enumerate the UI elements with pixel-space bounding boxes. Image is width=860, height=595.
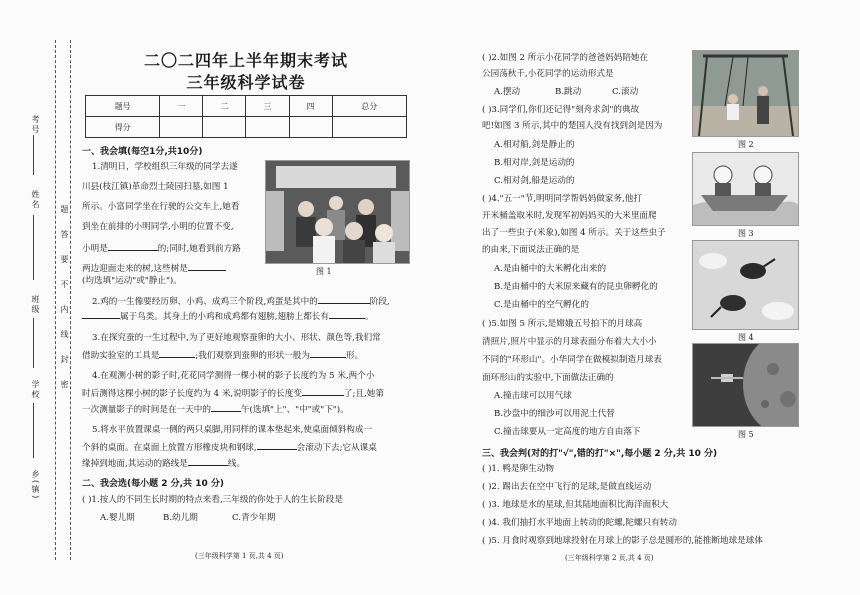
weevil-photo bbox=[692, 240, 799, 330]
swing-photo bbox=[692, 50, 799, 137]
bus-photo bbox=[265, 160, 410, 264]
seal-mark: 封 bbox=[60, 355, 69, 365]
q1-text: 两边迎面走来的树,这些树是 bbox=[82, 264, 188, 274]
choice-option[interactable]: A.撞击球可以用气球 bbox=[494, 391, 572, 401]
answer-blank[interactable] bbox=[211, 402, 241, 412]
q1-line bbox=[82, 241, 241, 256]
q4-line bbox=[82, 402, 349, 417]
field-line bbox=[33, 403, 34, 458]
answer-blank[interactable] bbox=[188, 456, 228, 466]
answer-blank[interactable] bbox=[82, 309, 120, 319]
seal-mark: 密 bbox=[60, 380, 69, 390]
choice-question: ( )5.如图 5 所示,是嫦娥五号拍下的月球高 bbox=[482, 319, 643, 329]
score-header-cell: 总分 bbox=[332, 96, 406, 117]
field-exam-number: 考号 bbox=[31, 115, 40, 135]
q4-line bbox=[82, 386, 384, 401]
q1-text: 小明是 bbox=[82, 244, 108, 254]
score-cell[interactable] bbox=[160, 117, 203, 138]
q1-line: (均选填"运动"或"静止")。 bbox=[82, 276, 182, 286]
field-class: 班级 bbox=[31, 295, 40, 315]
choice-question: 的由来,下面说法正确的是 bbox=[482, 245, 580, 255]
page-footer: (三年级科学第 2 页,共 4 页) bbox=[565, 554, 654, 562]
q1-line: 所示。小富同学坐在行驶的公交车上,她看 bbox=[82, 202, 240, 212]
q5-text: 个斜的桌面。在桌面上放置方形橡皮块和钢球, bbox=[82, 443, 257, 453]
section2-heading: 二、我会选(每小题 2 分,共 10 分) bbox=[82, 479, 224, 489]
seal-mark: 不 bbox=[60, 280, 69, 290]
choice-question: 面环形山的实验中,下面做法正确的 bbox=[482, 373, 614, 383]
choice-question: ( )2.如图 2 所示小花同学的爸爸妈妈陪她在 bbox=[482, 53, 649, 63]
moon-photo bbox=[692, 343, 799, 427]
choice-option[interactable]: B.跳动 bbox=[555, 87, 582, 97]
q3-line: 3.在探究蚕的一生过程中,为了更好地观察蚕卵的大小、形状、颜色等,我们常 bbox=[92, 333, 381, 343]
choice-question: 开米桶盖取米时,发现军初妈妈买的大米里面爬 bbox=[482, 211, 657, 221]
q4-text: 时后测得这棵小树的影子长度约为 4 米,说明影子的长度变 bbox=[82, 389, 302, 399]
figure-caption: 图 5 bbox=[738, 430, 754, 439]
choice-question: 不同的"环形山"。小华同学在做模拟制造月球表 bbox=[482, 355, 662, 365]
seal-mark: 内 bbox=[60, 305, 69, 315]
choice-question: 出了一些虫子(米象),如图 4 所示。关于这些虫子 bbox=[482, 228, 666, 238]
q5-text: 缘掉到地面,其运动的路线是 bbox=[82, 459, 188, 469]
q2-text: 2.鸡的一生像要经历卵、小鸡、成鸡三个阶段,鸡蛋是其中的 bbox=[92, 297, 318, 307]
q5-line bbox=[82, 456, 245, 471]
choice-option[interactable]: B.是由桶中的大米原来藏有的昆虫卵孵化的 bbox=[494, 282, 658, 292]
score-cell[interactable] bbox=[246, 117, 289, 138]
q4-text: 了;且,她第 bbox=[343, 389, 384, 399]
score-label-cell: 得分 bbox=[86, 117, 160, 138]
q2-line bbox=[92, 294, 390, 309]
answer-blank[interactable] bbox=[302, 386, 344, 396]
answer-blank[interactable] bbox=[257, 440, 297, 450]
figure-caption: 图 3 bbox=[738, 229, 754, 238]
answer-blank[interactable] bbox=[108, 241, 158, 251]
q3-text: 形。 bbox=[345, 351, 364, 361]
field-line bbox=[33, 135, 34, 175]
choice-question: ( )4."五一"节,明明同学帮妈妈做家务,他打 bbox=[482, 194, 642, 204]
q1-line: 川县(枝江镇)革命烈士陵园扫墓,如图 1 bbox=[82, 182, 229, 192]
score-header-cell: 题号 bbox=[86, 96, 160, 117]
answer-blank[interactable] bbox=[310, 348, 346, 358]
q5-line: 5.将水平放置课桌一侧的两只桌脚,用同样的课本垫起来,使桌面倾斜构成一 bbox=[92, 425, 373, 435]
score-header-cell: 三 bbox=[246, 96, 289, 117]
score-header-cell: 一 bbox=[160, 96, 203, 117]
answer-blank[interactable] bbox=[188, 261, 226, 271]
score-header-cell: 四 bbox=[289, 96, 332, 117]
q4-text: 午(选填"上"、"中"或"下")。 bbox=[240, 405, 349, 415]
choice-question: ( )3.同学们,你们还记得"刻舟求剑"的典故 bbox=[482, 105, 640, 115]
q3-text: 借助实验室的工具是 bbox=[82, 351, 160, 361]
judge-item: ( )1. 鸭是卵生动物 bbox=[482, 464, 554, 474]
field-line bbox=[33, 215, 34, 280]
q4-text: 一次测量影子的时间是在一天中的 bbox=[82, 405, 211, 415]
section3-heading: 三、我会判(对的打"√",错的打"×",每小题 2 分,共 10 分) bbox=[482, 449, 718, 459]
score-cell[interactable] bbox=[203, 117, 246, 138]
judge-item: ( )5. 月食时观察到地球投射在月球上的影子总是圆形的,能推断地球是球体 bbox=[482, 536, 763, 546]
figure-caption: 图 1 bbox=[316, 267, 332, 276]
choice-option[interactable]: C.相对剑,船是运动的 bbox=[494, 176, 575, 186]
field-school: 学校 bbox=[31, 380, 40, 400]
choice-option[interactable]: A.婴儿期 bbox=[100, 513, 135, 523]
seal-mark: 题 bbox=[60, 205, 69, 215]
seal-mark: 要 bbox=[60, 255, 69, 265]
q5-text: 会滚动下去;它从课桌 bbox=[296, 443, 377, 453]
field-line bbox=[33, 318, 34, 368]
judge-item: ( )4. 我们抽打水平地面上转动的陀螺,陀螺只有转动 bbox=[482, 518, 677, 528]
q1-text: 的;同时,她看到前方路 bbox=[157, 244, 241, 254]
answer-blank[interactable] bbox=[318, 294, 370, 304]
exam-title: 二〇二四年上半年期末考试 bbox=[143, 51, 348, 70]
q1-line bbox=[82, 261, 226, 276]
q3-line bbox=[82, 348, 363, 363]
binding-line bbox=[55, 40, 56, 560]
judge-item: ( )3. 地球是水的星球,但其陆地面积比海洋面积大 bbox=[482, 500, 669, 510]
choice-option[interactable]: B.幼儿期 bbox=[163, 513, 198, 523]
page-footer: (三年级科学第 1 页,共 4 页) bbox=[195, 552, 284, 560]
choice-option[interactable]: B.沙盘中的细沙可以用泥土代替 bbox=[494, 409, 615, 419]
choice-option[interactable]: A.是由桶中的大米孵化出来的 bbox=[494, 264, 607, 274]
answer-blank[interactable] bbox=[329, 309, 365, 319]
choice-question: 吧!如图 3 所示,其中的楚国人没有找到剑是因为 bbox=[482, 121, 663, 131]
choice-option[interactable]: A.相对船,剑是静止的 bbox=[494, 140, 575, 150]
q2-line bbox=[82, 309, 374, 324]
score-cell[interactable] bbox=[289, 117, 332, 138]
score-table bbox=[85, 95, 407, 138]
q5-text: 线。 bbox=[227, 459, 246, 469]
seal-mark: 线 bbox=[60, 330, 69, 340]
choice-question: 清照片,照片中显示的月球表面分布着大大小小 bbox=[482, 337, 657, 347]
judge-item: ( )2. 踢出去在空中飞行的足球,是做直线运动 bbox=[482, 482, 652, 492]
choice-option[interactable]: C.滚动 bbox=[612, 87, 639, 97]
choice-question: 公园荡秋千,小花同学的运动形式是 bbox=[482, 69, 614, 79]
field-town: 乡(镇) bbox=[31, 470, 40, 501]
q2-text: 属于鸟类。其身上的小鸡和成鸡都有翅膀,翅膀上都长有 bbox=[120, 312, 329, 322]
choice-option[interactable]: C.是由桶中的空气孵化的 bbox=[494, 300, 589, 310]
score-header-cell: 二 bbox=[203, 96, 246, 117]
q1-line: 1.清明日，学校组织三年级的同学去遂 bbox=[92, 162, 238, 172]
choice-option[interactable]: C.青少年期 bbox=[232, 513, 276, 523]
score-cell[interactable] bbox=[332, 117, 406, 138]
choice-question: ( )1.按人的不同生长时期的特点来看,三年级的你处于人的生长阶段是 bbox=[82, 495, 343, 505]
section1-heading: 一、我会填(每空1分,共10分) bbox=[82, 147, 203, 157]
boat-cartoon bbox=[692, 152, 799, 226]
choice-option[interactable]: A.摆动 bbox=[494, 87, 521, 97]
choice-option[interactable]: C.撞击球要从一定高度的地方自由落下 bbox=[494, 427, 641, 437]
field-name: 姓名 bbox=[31, 190, 40, 210]
binding-line bbox=[70, 40, 71, 560]
seal-mark: 答 bbox=[60, 230, 69, 240]
q5-line bbox=[82, 440, 377, 455]
answer-blank[interactable] bbox=[159, 348, 195, 358]
q1-line: 到坐在前排的小明同学,小明的位置不变, bbox=[82, 222, 234, 232]
figure-caption: 图 4 bbox=[738, 333, 754, 342]
exam-subtitle: 三年级科学试卷 bbox=[186, 73, 306, 92]
figure-caption: 图 2 bbox=[738, 140, 754, 149]
q2-text: 阶段, bbox=[369, 297, 390, 307]
q4-line: 4.在观测小树的影子时,花花同学测得一棵小树的影子长度约为 5 米,两个小 bbox=[92, 371, 375, 381]
q2-text: 。 bbox=[364, 312, 374, 322]
q3-text: ;我们观察到蚕卵的形状一般为 bbox=[195, 351, 310, 361]
choice-option[interactable]: B.相对岸,剑是运动的 bbox=[494, 158, 575, 168]
